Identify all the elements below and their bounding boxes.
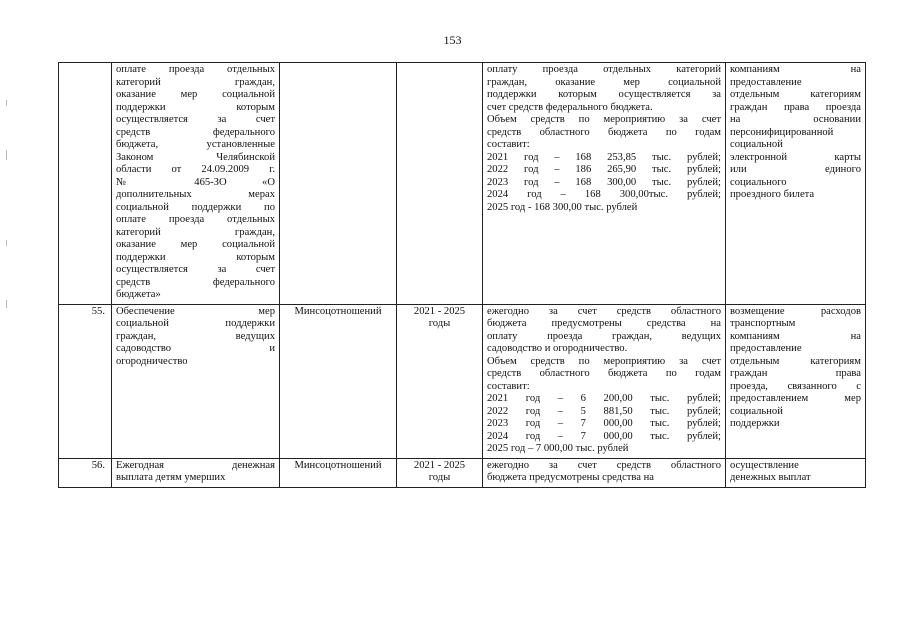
text-line: 2025 год – 7 000,00 тыс. рублей	[487, 443, 629, 454]
text-line: ежегодно за счет средств областного	[487, 305, 721, 317]
text-line: проездного билета	[730, 189, 815, 200]
text-line: Ежегодная денежная	[116, 459, 275, 471]
text-line: 2021 - 2025	[413, 459, 466, 471]
text-line: социального	[730, 176, 787, 188]
text-line: огородничество	[116, 355, 188, 367]
executor	[280, 63, 397, 305]
text-line: средств областного бюджета по годам	[487, 368, 721, 379]
text-line: осуществляется за счет	[116, 264, 275, 275]
text-line: осуществляется за счет	[116, 114, 275, 125]
row-number	[59, 63, 112, 305]
text-line: возмещение расходов	[730, 305, 861, 317]
table-body	[59, 63, 866, 488]
table-row	[59, 458, 866, 487]
scan-margin-mark	[6, 100, 7, 106]
text-line: средств областного бюджета по годам	[487, 126, 721, 138]
page-number: 153	[443, 33, 462, 47]
text-line: предоставлением мер	[730, 393, 861, 404]
funding-description	[483, 458, 726, 487]
text-line: социальной поддержки	[116, 318, 275, 329]
text-line: бюджета предусмотрены средства на	[487, 318, 721, 329]
text-line: Законом Челябинской	[116, 151, 275, 163]
funding-by-year	[487, 114, 721, 214]
scan-margin-mark	[6, 240, 7, 246]
row-number: 55.	[59, 304, 112, 458]
funding-description	[483, 63, 726, 305]
text-line: отдельным категориям	[730, 89, 861, 100]
text-line: выплата детям умерших	[116, 472, 226, 483]
funding-description	[483, 304, 726, 458]
expected-result	[726, 304, 866, 458]
text-line: поддержки которым	[116, 251, 275, 263]
text-line: оплату проезда граждан, ведущих	[487, 330, 721, 342]
text-line: бюджета предусмотрены средства на	[487, 472, 654, 483]
text-line: проезда, связанного с	[730, 380, 861, 392]
text-line: оказание мер социальной	[116, 239, 275, 250]
text-line: Объем средств по мероприятию за счет	[487, 355, 721, 367]
scan-margin-mark	[6, 150, 7, 160]
text-line: электронной карты	[730, 151, 861, 163]
text-line: области от 24.09.2009 г.	[116, 164, 275, 175]
text-line: оплату проезда отдельных категорий	[487, 64, 721, 75]
text-line: оказание мер социальной	[116, 89, 275, 100]
text-line: социальной	[730, 405, 783, 417]
text-line: 2023 год – 7 000,00 тыс. рублей;	[487, 418, 721, 429]
text-line: садоводство и огородничество.	[487, 343, 628, 354]
text-line: Обеспечение мер	[116, 305, 275, 317]
text-line: годы	[428, 472, 451, 483]
text-line: граждан права	[730, 368, 861, 379]
text-line: бюджета»	[116, 289, 161, 300]
text-line: составит:	[487, 380, 530, 392]
text-line: социальной	[730, 139, 783, 150]
text-line: дополнительных мерах	[116, 189, 275, 200]
table-row	[59, 63, 866, 305]
text-line: 2023 год – 168 300,00 тыс. рублей;	[487, 176, 721, 188]
expected-result	[726, 63, 866, 305]
text-line: 2022 год – 186 265,90 тыс. рублей;	[487, 164, 721, 175]
text-line: компаниям на	[730, 330, 861, 342]
text-line: средств федерального	[116, 276, 275, 288]
measure-name	[112, 458, 280, 487]
text-line: отдельным категориям	[730, 355, 861, 367]
text-line: предоставлениe	[730, 76, 802, 88]
text-line: или единого	[730, 164, 861, 175]
text-line: № 465-ЗО «О	[116, 176, 275, 188]
text-line: персонифицированной	[730, 126, 834, 138]
scan-margin-mark	[6, 300, 7, 308]
period	[397, 458, 483, 487]
text-line: 2024 год – 168 300,00тыс. рублей;	[487, 189, 721, 200]
text-line: ежегодно за счет средств областного	[487, 459, 721, 471]
text-line: осуществление	[730, 459, 799, 471]
text-line: Объем средств по мероприятию за счет	[487, 114, 721, 125]
text-line: транспортным	[730, 318, 796, 329]
text-line: бюджета, установленные	[116, 139, 275, 150]
measure-name	[112, 63, 280, 305]
text-line: счет средств федерального бюджета.	[487, 101, 653, 113]
text-line: поддержки которым осуществляется за	[487, 89, 721, 100]
text-line: 2021 год – 6 200,00 тыс. рублей;	[487, 393, 721, 404]
text-line: граждан права проезда	[730, 101, 861, 113]
text-line: поддержки	[730, 418, 780, 429]
measures-table	[58, 62, 866, 488]
measure-name	[112, 304, 280, 458]
period	[397, 63, 483, 305]
text-line: составит:	[487, 139, 530, 150]
text-line: денежных выплат	[730, 472, 811, 483]
text-line: 2021 год – 168 253,85 тыс. рублей;	[487, 151, 721, 163]
executor: Минсоцотношений	[280, 458, 397, 487]
text-line: 2021 - 2025	[413, 305, 466, 317]
row-number: 56.	[59, 458, 112, 487]
text-line: предоставление	[730, 343, 802, 354]
text-line: категорий граждан,	[116, 226, 275, 238]
text-line: на основании	[730, 114, 861, 125]
text-line: граждан, оказание мер социальной	[487, 76, 721, 88]
text-line: 2025 год - 168 300,00 тыс. рублей	[487, 201, 638, 213]
text-line: социальной поддержки по	[116, 201, 275, 213]
funding-by-year	[487, 356, 721, 456]
table-row	[59, 304, 866, 458]
text-line: средств федерального	[116, 126, 275, 138]
expected-result	[726, 458, 866, 487]
text-line: компаниям на	[730, 64, 861, 75]
text-line: граждан, ведущих	[116, 330, 275, 342]
text-line: оплате проезда отдельных	[116, 214, 275, 225]
period	[397, 304, 483, 458]
text-line: оплате проезда отдельных	[116, 64, 275, 75]
text-line: 2024 год – 7 000,00 тыс. рублей;	[487, 430, 721, 442]
text-line: годы	[428, 318, 451, 329]
executor: Минсоцотношений	[280, 304, 397, 458]
text-line: садоводство и	[116, 343, 275, 354]
text-line: категорий граждан,	[116, 76, 275, 88]
text-line: поддержки которым	[116, 101, 275, 113]
text-line: 2022 год – 5 881,50 тыс. рублей;	[487, 405, 721, 417]
